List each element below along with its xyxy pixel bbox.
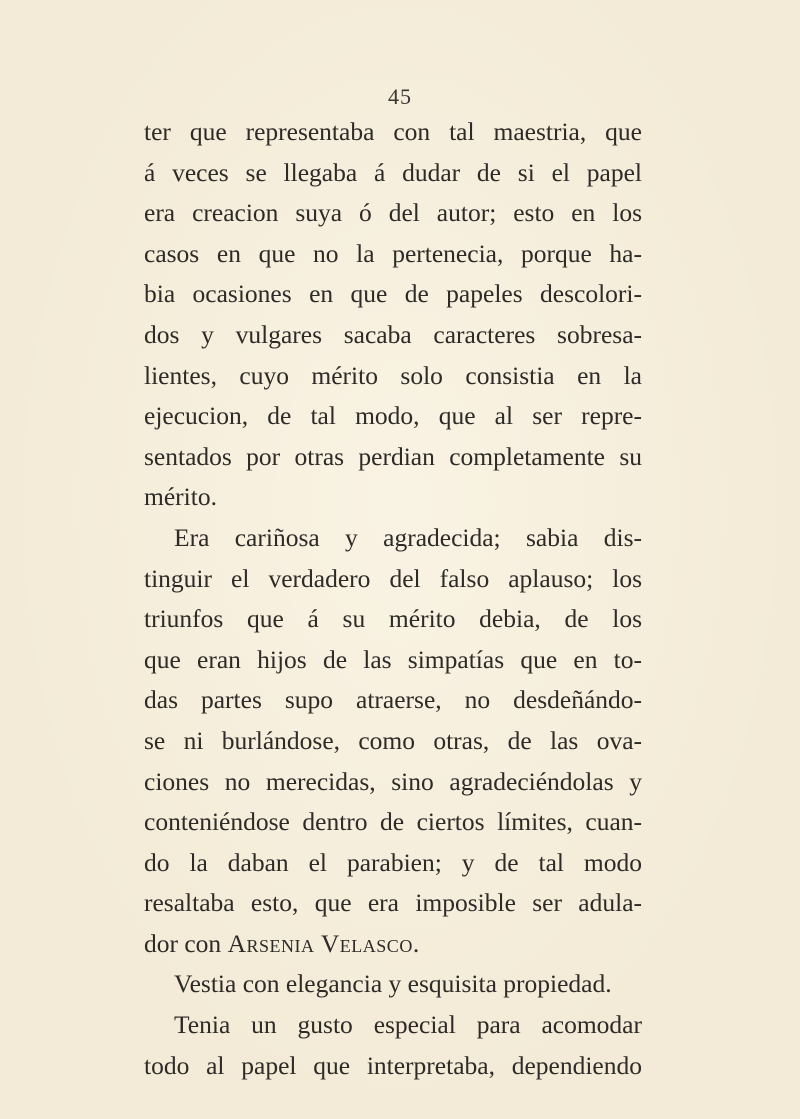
text-line: que eran hijos de las simpatías que en to- [144,644,642,674]
text-line: tinguir el verdadero del falso aplauso; los [144,563,642,593]
text-line: ciones no merecidas, sino agradeciéndolas y [144,766,642,796]
text-line: mérito. [144,482,217,512]
text-line: se ni burlándose, como otras, de las ova- [144,725,642,755]
paragraph-start-line: Vestia con elegancia y esquisita propiedad. [174,969,612,999]
text-line: á veces se llegaba á dudar de si el papel [144,157,642,187]
text-line: lientes, cuyo mérito solo consistia en la [144,360,642,390]
signature-prefix: dor con [144,928,228,958]
text-line: ejecucion, de tal modo, que al ser repre- [144,401,642,431]
signature-line [144,924,642,965]
text-line: das partes supo atraerse, no desdeñándo- [144,685,642,715]
text-line: ter que representaba con tal maestria, que [144,117,642,146]
paragraph-start-line: Era cariñosa y agradecida; sabia dis- [174,522,642,552]
text-line: triunfos que á su mérito debia, de los [144,604,642,634]
text-line: era creacion suya ó del autor; esto en los [144,198,642,228]
paragraph-start-line: Tenia un gusto especial para acomodar [174,1010,642,1040]
text-line: resaltaba esto, que era imposible ser adula- [144,888,642,918]
text-line: casos en que no la pertenecia, porque ha- [144,238,642,268]
text-line: conteniéndose dentro de ciertos límites, cuan- [144,807,642,837]
text-line: do la daban el parabien; y de tal modo [144,847,642,877]
body-text [144,112,642,1086]
actress-name: Arsenia Velasco. [227,928,420,958]
text-line: dos y vulgares sacaba caracteres sobresa- [144,319,642,349]
page-number: 45 [388,84,412,109]
text-line: bia ocasiones en que de papeles descolori- [144,279,642,309]
text-line: todo al papel que interpretaba, dependiendo [144,1050,642,1080]
text-line: sentados por otras perdian completamente su [144,441,642,471]
